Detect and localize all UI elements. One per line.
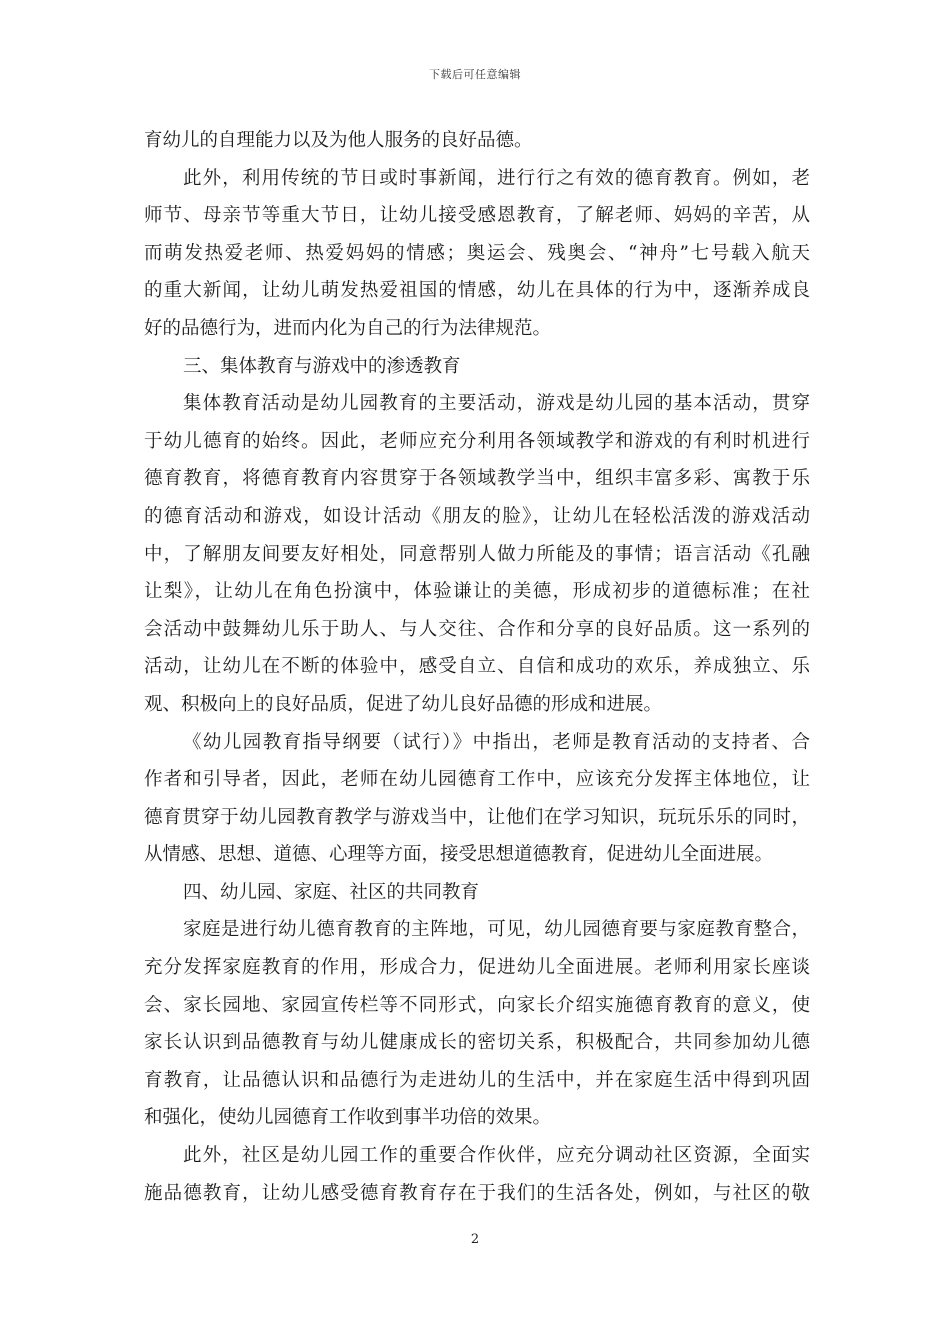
text-line: 施品德教育，让幼儿感受德育教育存在于我们的生活各处，例如，与社区的敬 xyxy=(144,1182,810,1204)
text-line: 活动，让幼儿在不断的体验中，感受自立、自信和成功的欢乐，养成独立、乐 xyxy=(144,656,810,678)
paragraph-first-line: 四、幼儿园、家庭、社区的共同教育 xyxy=(183,881,480,903)
text-line: 中，了解朋友间要友好相处，同意帮别人做力所能及的事情；语言活动《孔融 xyxy=(144,543,810,565)
page-header: 下载后可任意编辑 xyxy=(429,68,521,81)
text-line: 的重大新闻，让幼儿萌发热爱祖国的情感，幼儿在具体的行为中，逐渐养成良 xyxy=(144,280,810,302)
text-line: 让梨》，让幼儿在角色扮演中，体验谦让的美德，形成初步的道德标准；在社 xyxy=(144,581,810,603)
text-line: 德育贯穿于幼儿园教育教学与游戏当中，让他们在学习知识，玩玩乐乐的同时， xyxy=(144,806,810,828)
text-line: 和强化，使幼儿园德育工作收到事半功倍的效果。 xyxy=(144,1107,552,1129)
text-line: 师节、母亲节等重大节日，让幼儿接受感恩教育，了解老师、妈妈的辛苦，从 xyxy=(144,205,810,227)
text-line: 的德育活动和游戏，如设计活动《朋友的脸》，让幼儿在轻松活泼的游戏活动 xyxy=(144,505,810,527)
text-line: 观、积极向上的良好品质，促进了幼儿良好品德的形成和进展。 xyxy=(144,693,663,715)
text-line: 德育教育，将德育教育内容贯穿于各领域教学当中，组织丰富多彩、寓教于乐 xyxy=(144,468,810,490)
paragraph-first-line: 此外，社区是幼儿园工作的重要合作伙伴，应充分调动社区资源，全面实 xyxy=(183,1145,810,1167)
text-line: 会活动中鼓舞幼儿乐于助人、与人交往、合作和分享的良好品质。这一系列的 xyxy=(144,618,810,640)
text-line: 育幼儿的自理能力以及为他人服务的良好品德。 xyxy=(144,130,533,151)
paragraph-first-line: 此外，利用传统的节日或时事新闻，进行行之有效的德育教育。例如，老 xyxy=(183,167,810,189)
text-line: 会、家长园地、家园宣传栏等不同形式，向家长介绍实施德育教育的意义，使 xyxy=(144,994,810,1016)
page-number: 2 xyxy=(470,1232,480,1247)
paragraph-first-line: 《幼儿园教育指导纲要（试行）》中指出，老师是教育活动的支持者、合 xyxy=(183,731,810,753)
paragraph-first-line: 家庭是进行幼儿德育教育的主阵地，可见，幼儿园德育要与家庭教育整合， xyxy=(183,919,810,941)
text-line: 从情感、思想、道德、心理等方面，接受思想道德教育，促进幼儿全面进展。 xyxy=(144,844,774,866)
text-line: 于幼儿德育的始终。因此，老师应充分利用各领域教学和游戏的有利时机进行 xyxy=(144,430,810,452)
paragraph-first-line: 集体教育活动是幼儿园教育的主要活动，游戏是幼儿园的基本活动，贯穿 xyxy=(183,393,810,415)
text-line: 育教育，让品德认识和品德行为走进幼儿的生活中，并在家庭生活中得到巩固 xyxy=(144,1069,810,1091)
text-line: 作者和引导者，因此，老师在幼儿园德育工作中，应该充分发挥主体地位，让 xyxy=(144,769,810,791)
text-line: 而萌发热爱老师、热爱妈妈的情感；奥运会、残奥会、“神舟”七号载入航天 xyxy=(144,242,810,264)
paragraph-first-line: 三、集体教育与游戏中的渗透教育 xyxy=(183,355,461,377)
text-line: 家长认识到品德教育与幼儿健康成长的密切关系，积极配合，共同参加幼儿德 xyxy=(144,1032,810,1054)
text-line: 充分发挥家庭教育的作用，形成合力，促进幼儿全面进展。老师利用家长座谈 xyxy=(144,957,810,979)
document-body xyxy=(144,122,810,1212)
text-line: 好的品德行为，进而内化为自己的行为法律规范。 xyxy=(144,317,552,339)
